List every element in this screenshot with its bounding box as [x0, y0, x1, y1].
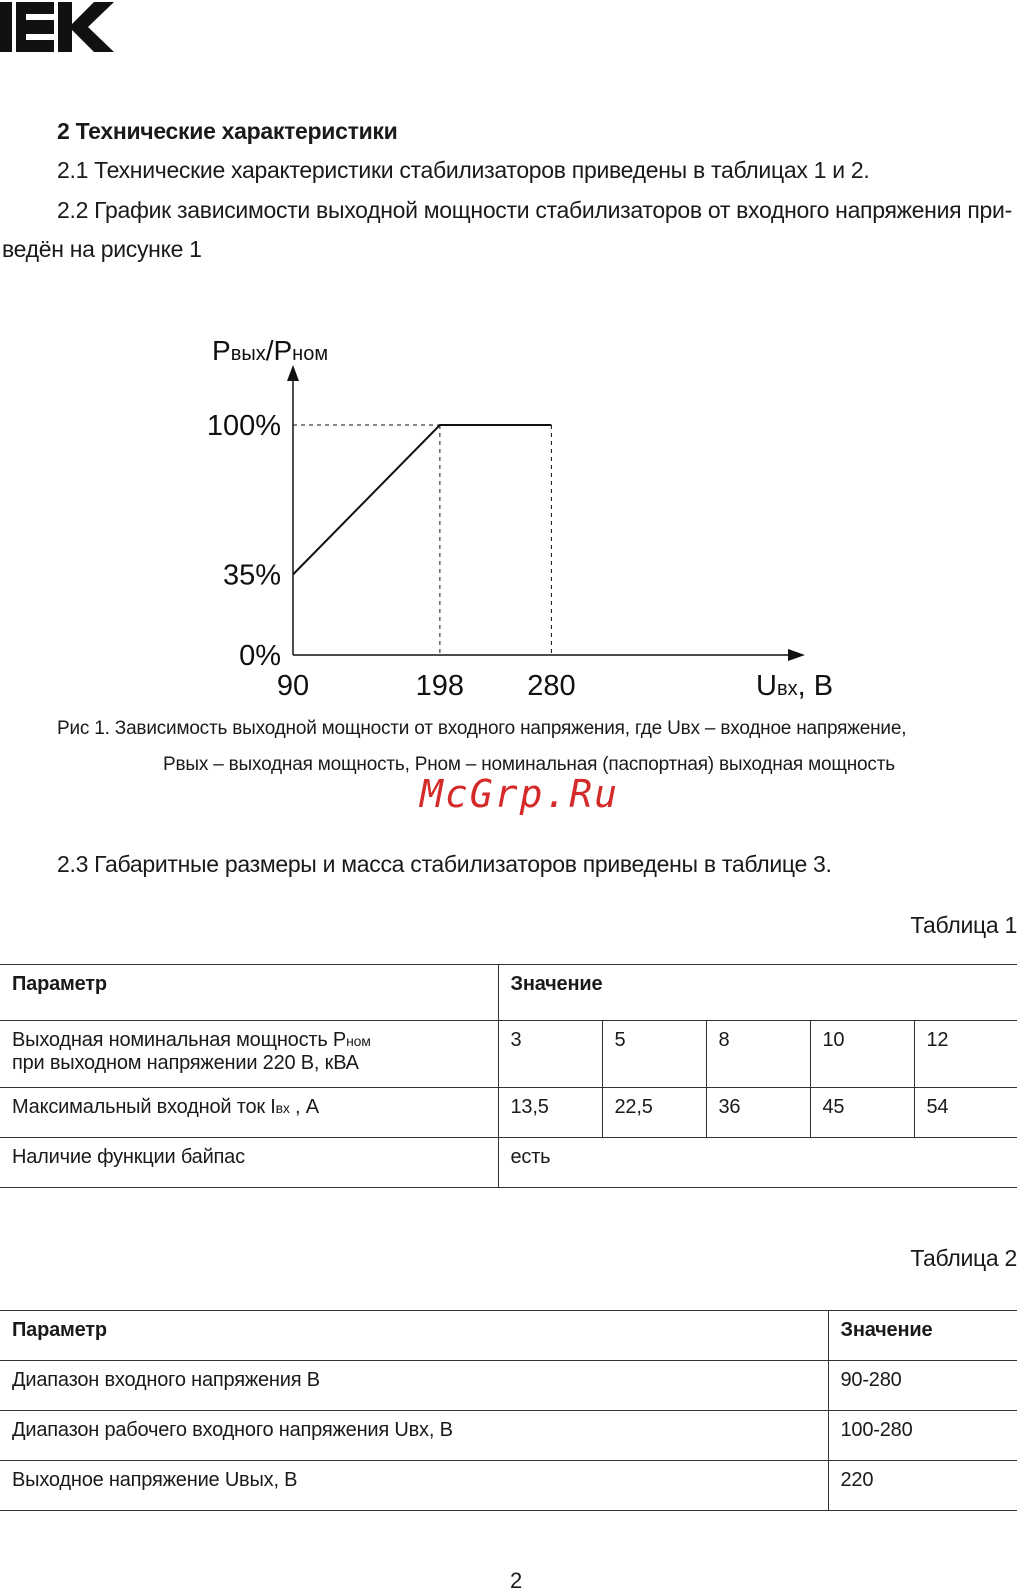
table-row	[0, 1088, 1017, 1138]
table-cell: 13,5	[498, 1088, 602, 1138]
table2	[0, 1310, 1017, 1511]
table-cell: 12	[914, 1021, 1017, 1088]
paragraph-2-1: 2.1 Технические характеристики стабилизаторов приведены в таблицах 1 и 2.	[57, 157, 870, 183]
table2-header-row	[0, 1311, 1017, 1361]
table1-header-param: Параметр	[0, 965, 498, 1021]
table-row	[0, 1411, 1017, 1461]
table-cell: Диапазон рабочего входного напряжения Uвх, В	[0, 1411, 828, 1461]
figure-caption-line1: Рис 1. Зависимость выходной мощности от входного напряжения, где Uвх – входное напряжение,	[57, 718, 907, 739]
table-cell: 90-280	[828, 1361, 1017, 1411]
table-cell: 45	[810, 1088, 914, 1138]
table-cell: Выходное напряжение Uвых, В	[0, 1461, 828, 1511]
figure-caption-line2: Рвых – выходная мощность, Рном – номинальная (паспортная) выходная мощность	[163, 754, 895, 775]
x-tick-label: 90	[276, 670, 310, 702]
table-cell: 100-280	[828, 1411, 1017, 1461]
table-cell: 5	[602, 1021, 706, 1088]
paragraph-2-2-line2: ведён на рисунке 1	[2, 236, 202, 262]
table-cell: есть	[498, 1138, 1017, 1188]
table1-header-value: Значение	[498, 965, 1017, 1021]
table-cell: Диапазон входного напряжения В	[0, 1361, 828, 1411]
series-line	[293, 425, 551, 575]
power-vs-voltage-chart	[200, 325, 840, 705]
table-cell: 8	[706, 1021, 810, 1088]
table-cell: 54	[914, 1088, 1017, 1138]
table1	[0, 964, 1017, 1188]
table2-header-param: Параметр	[0, 1311, 828, 1361]
x-tick-label: 198	[415, 670, 465, 702]
section-heading: 2 Технические характеристики	[57, 118, 398, 144]
x-tick-label: 280	[527, 670, 576, 702]
iek-logo	[0, 0, 120, 56]
table1-row3-label: Наличие функции байпас	[0, 1138, 498, 1188]
table1-caption: Таблица 1	[910, 912, 1017, 938]
table-cell: 36	[706, 1088, 810, 1138]
page-number: 2	[510, 1568, 523, 1593]
table-cell: 22,5	[602, 1088, 706, 1138]
table-row	[0, 1361, 1017, 1411]
table-row	[0, 1461, 1017, 1511]
y-axis-label: Pвых/Pном	[212, 335, 329, 366]
paragraph-2-2-line1: 2.2 График зависимости выходной мощности стабилизаторов от входного напряжения при-	[57, 197, 1012, 223]
y-tick-label: 35%	[222, 559, 281, 592]
table-cell: 220	[828, 1461, 1017, 1511]
paragraph-2-3: 2.3 Габаритные размеры и масса стабилизаторов приведены в таблице 3.	[57, 851, 832, 877]
table-cell: 10	[810, 1021, 914, 1088]
y-tick-label: 100%	[206, 410, 281, 442]
x-axis-label: Uвх, В	[756, 670, 834, 702]
table2-caption: Таблица 2	[910, 1245, 1017, 1271]
table-row	[0, 1138, 1017, 1188]
y-tick-label: 0%	[239, 640, 281, 672]
table-row	[0, 1021, 1017, 1088]
table2-header-value: Значение	[828, 1311, 1017, 1361]
x-axis-arrow	[788, 649, 805, 661]
table1-row2-label: Максимальный входной ток Iвх , А	[0, 1088, 498, 1138]
y-axis-arrow	[287, 365, 299, 381]
table1-header-row	[0, 965, 1017, 1021]
table-cell: 3	[498, 1021, 602, 1088]
watermark[interactable]: McGrp.Ru	[420, 772, 620, 816]
table1-row1-label: Выходная номинальная мощность Pном при выходном напряжении 220 В, кВА	[0, 1021, 498, 1088]
